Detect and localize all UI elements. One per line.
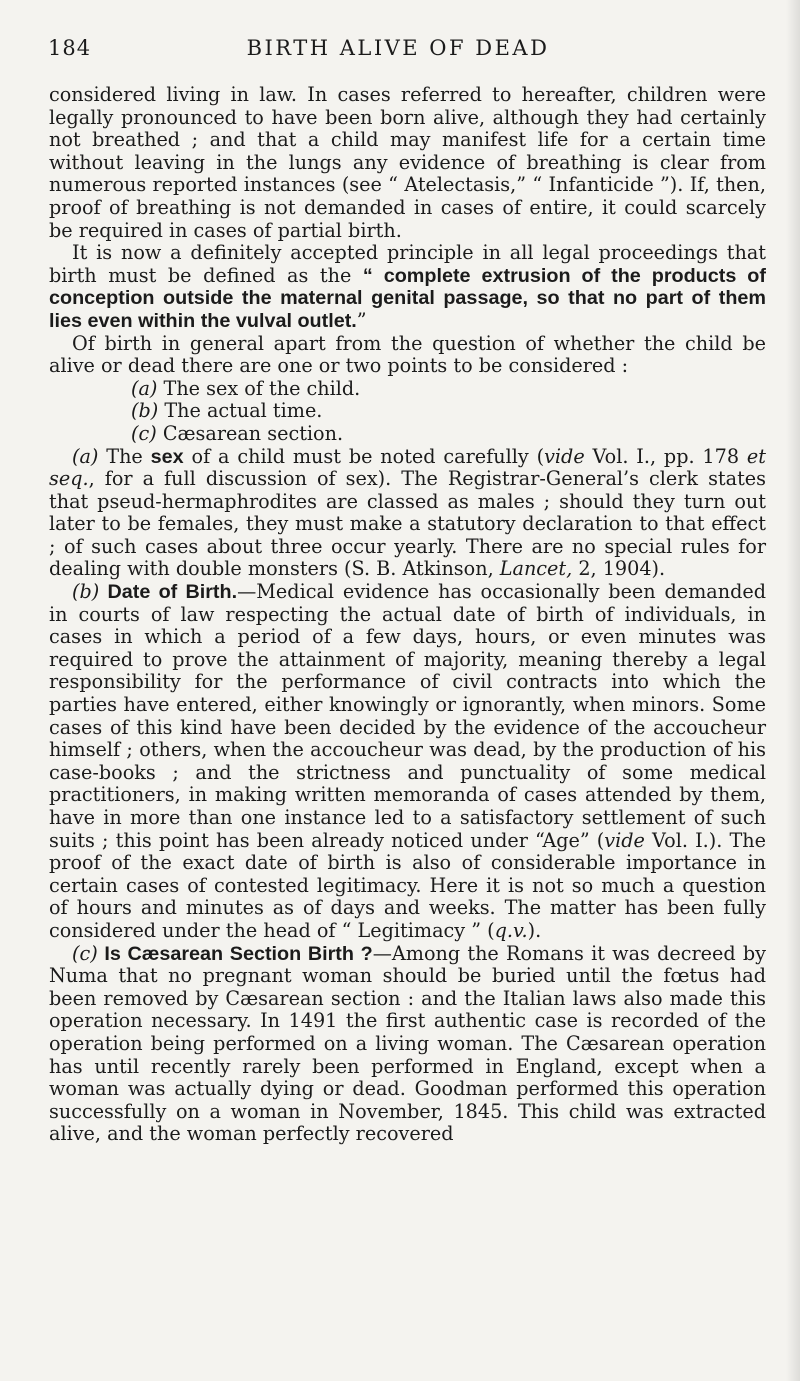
running-head: BIRTH ALIVE OF DEAD bbox=[246, 36, 550, 60]
list-item bbox=[49, 423, 766, 446]
list-text: The sex of the child. bbox=[157, 376, 361, 400]
list-item bbox=[49, 378, 766, 401]
text-run: 2, 1904). bbox=[572, 557, 666, 581]
text-run: , for a full discussion of sex). The Registrar-General’s clerk states that pseud-hermaphrodites are classed as males ; should they turn out later to be females, they must make a statutory declaration to that effect ; of such cases about three occur yearly. There are no special rules for dealing with double monsters (S. B. Atkinson, bbox=[49, 467, 766, 581]
text-run: Vol. I.). The proof of the exact date of birth is also of considerable importance in certain cases of contested legitimacy. Here it is not so much a question of hours and minutes as of days and weeks. The matter has been fully considered under the head of “ Legitimacy ” ( bbox=[49, 828, 766, 942]
italic-qv: q.v. bbox=[494, 918, 528, 942]
text-run: Vol. I., pp. 178 bbox=[584, 444, 747, 468]
list-marker: (b) bbox=[131, 399, 159, 423]
list-text: The actual time. bbox=[158, 399, 323, 423]
text-run: of a child must be noted carefully ( bbox=[183, 444, 545, 468]
definition-bold: “ complete extrusion of the products of conception outside the maternal genital passage, so that no part of them lies even within the vulval outlet. bbox=[49, 264, 766, 332]
italic-lancet: Lancet, bbox=[499, 557, 573, 581]
page-number: 184 bbox=[48, 36, 92, 60]
section-marker: (a) bbox=[72, 444, 99, 468]
definition-tail: ” bbox=[356, 308, 367, 332]
section-marker: (c) bbox=[72, 941, 98, 965]
keyword-sex: sex bbox=[150, 445, 184, 468]
list-marker: (c) bbox=[131, 421, 157, 445]
paragraph-birth-definition bbox=[49, 242, 766, 332]
heading-caesarean: Is Cæsarean Section Birth ? bbox=[97, 942, 373, 965]
text-run: —Among the Romans it was decreed by Numa that no pregnant woman should be buried until the fœtus had been removed by Cæsarean section : and the Italian laws also made this operation necessary. In 1491 the first authentic case is recorded of the operation being performed on a living woman. The Cæsarean operation has until recently rarely been performed in England, except when a woman was actually dying or dead. Goodman performed this operation successfully on a woman in November, 1845. This child was extracted alive, and the woman perfectly recovered bbox=[49, 941, 767, 1146]
italic-et-seq: et seq. bbox=[49, 444, 766, 491]
italic-vide: vide bbox=[604, 828, 645, 852]
text-run: The bbox=[98, 444, 151, 468]
page-header bbox=[48, 36, 748, 70]
page-edge-shadow bbox=[786, 0, 800, 1381]
definition-lead: It is now a definitely accepted principle in all legal proceedings that birth must be defined as the bbox=[49, 241, 766, 287]
paragraph-caesarean bbox=[49, 943, 766, 1146]
paragraph-continuation: considered living in law. In cases referred to hereafter, children were legally pronounced to have been born alive, although they had certainly not breathed ; and that a child may manifest life for a certain time without leaving in the lungs any evidence of breathing is clear from numerous reported instances (see “ Atelectasis,” “ Infanticide ”). If, then, proof of breathing is not demanded in cases of entire, it could scarcely be required in cases of partial birth. bbox=[49, 83, 766, 242]
text-run: —Medical evidence has occasionally been demanded in courts of law respecting the actual date of birth of individuals, in cases in which a period of a few days, hours, or even minutes was required to prove the attainment of majority, meaning thereby a legal responsibility for the performance of civil contracts into which the parties have entered, either knowingly or ignorantly, when minors. Some cases of this kind have been decided by the evidence of the accoucheur himself ; others, when the accoucheur was dead, by the production of his case-books ; and the strictness and punctuality of some medical practitioners, in making written memoranda of cases attended by them, have in more than one instance led to a satisfactory settlement of such suits ; this point has been already noticed under “Age” ( bbox=[49, 580, 766, 852]
paragraph-date-of-birth bbox=[49, 581, 766, 943]
list-marker: (a) bbox=[131, 376, 158, 400]
body-text bbox=[49, 84, 766, 1146]
text-run: ). bbox=[527, 918, 542, 942]
paragraph-sex bbox=[49, 446, 766, 582]
section-marker: (b) bbox=[72, 580, 100, 604]
list-text: Cæsarean section. bbox=[156, 421, 344, 445]
paragraph-points-intro: Of birth in general apart from the question of whether the child be alive or dead there are one or two points to be considered : bbox=[49, 331, 766, 378]
list-item bbox=[49, 400, 766, 423]
italic-vide: vide bbox=[544, 444, 585, 468]
heading-date-of-birth: Date of Birth. bbox=[99, 581, 238, 604]
